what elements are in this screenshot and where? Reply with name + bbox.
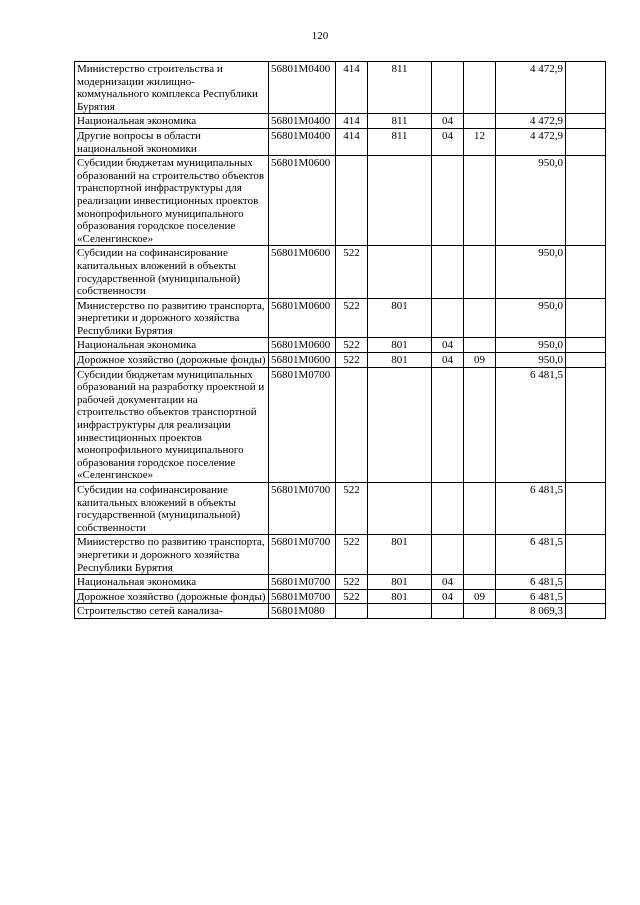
amount: 4 472,9 <box>496 128 566 155</box>
table-row <box>75 156 606 246</box>
section-code <box>432 483 464 535</box>
item-name: Министерство по развитию транспорта, энергетики и дорожного хозяйства Республики Бурятия <box>75 535 269 575</box>
section-code <box>432 298 464 338</box>
ministry-code <box>368 483 432 535</box>
amount: 950,0 <box>496 246 566 298</box>
table-row <box>75 128 606 155</box>
extra-cell <box>566 535 606 575</box>
section-code <box>432 156 464 246</box>
table-row <box>75 535 606 575</box>
ministry-code: 801 <box>368 535 432 575</box>
extra-cell <box>566 114 606 129</box>
budget-table <box>74 61 606 619</box>
table-row <box>75 483 606 535</box>
extra-cell <box>566 604 606 619</box>
extra-cell <box>566 156 606 246</box>
amount: 950,0 <box>496 156 566 246</box>
table-row <box>75 604 606 619</box>
item-name: Субсидии бюджетам муниципальных образований на строительство объектов транспортной инфраструктуры для реализации инвестиционных проектов монопрофильного муниципального образования городское поселение «Селенгинское» <box>75 156 269 246</box>
ministry-code: 811 <box>368 114 432 129</box>
amount: 4 472,9 <box>496 62 566 114</box>
subsection-code: 12 <box>464 128 496 155</box>
amount: 6 481,5 <box>496 483 566 535</box>
expense-type: 522 <box>336 246 368 298</box>
target-code: 56801М0600 <box>269 298 336 338</box>
item-name: Министерство строительства и модернизации жилищно-коммунального комплекса Республики Бурятия <box>75 62 269 114</box>
ministry-code <box>368 156 432 246</box>
table-row <box>75 367 606 482</box>
amount: 6 481,5 <box>496 589 566 604</box>
amount: 950,0 <box>496 353 566 368</box>
ministry-code: 811 <box>368 128 432 155</box>
expense-type: 522 <box>336 535 368 575</box>
subsection-code <box>464 483 496 535</box>
expense-type: 522 <box>336 353 368 368</box>
section-code <box>432 246 464 298</box>
item-name: Субсидии бюджетам муниципальных образований на разработку проектной и рабочей документации на строительство объектов транспортной инфраструктуры для реализации инвестиционных проектов монопрофильного муниципального образования городское поселение «Селенгинское» <box>75 367 269 482</box>
expense-type <box>336 367 368 482</box>
subsection-code <box>464 298 496 338</box>
amount: 4 472,9 <box>496 114 566 129</box>
item-name: Министерство по развитию транспорта, энергетики и дорожного хозяйства Республики Бурятия <box>75 298 269 338</box>
ministry-code: 801 <box>368 589 432 604</box>
target-code: 56801М0400 <box>269 114 336 129</box>
expense-type <box>336 156 368 246</box>
expense-type: 522 <box>336 589 368 604</box>
amount: 950,0 <box>496 298 566 338</box>
item-name: Национальная экономика <box>75 338 269 353</box>
subsection-code <box>464 114 496 129</box>
subsection-code <box>464 338 496 353</box>
target-code: 56801М0600 <box>269 338 336 353</box>
item-name: Национальная экономика <box>75 575 269 590</box>
table-row <box>75 353 606 368</box>
item-name: Дорожное хозяйство (дорожные фонды) <box>75 589 269 604</box>
target-code: 56801М080 <box>269 604 336 619</box>
item-name: Другие вопросы в области национальной экономики <box>75 128 269 155</box>
target-code: 56801М0600 <box>269 353 336 368</box>
table-row <box>75 114 606 129</box>
target-code: 56801М0400 <box>269 128 336 155</box>
item-name: Дорожное хозяйство (дорожные фонды) <box>75 353 269 368</box>
amount: 6 481,5 <box>496 367 566 482</box>
subsection-code <box>464 62 496 114</box>
subsection-code <box>464 156 496 246</box>
item-name: Субсидии на софинансирование капитальных вложений в объекты государственной (муниципальной) собственности <box>75 246 269 298</box>
section-code: 04 <box>432 114 464 129</box>
subsection-code: 09 <box>464 589 496 604</box>
target-code: 56801М0400 <box>269 62 336 114</box>
extra-cell <box>566 367 606 482</box>
expense-type: 414 <box>336 62 368 114</box>
expense-type <box>336 604 368 619</box>
target-code: 56801М0700 <box>269 589 336 604</box>
extra-cell <box>566 128 606 155</box>
item-name: Национальная экономика <box>75 114 269 129</box>
target-code: 56801М0700 <box>269 367 336 482</box>
section-code <box>432 604 464 619</box>
ministry-code <box>368 246 432 298</box>
expense-type: 522 <box>336 298 368 338</box>
extra-cell <box>566 483 606 535</box>
table-row <box>75 246 606 298</box>
subsection-code <box>464 535 496 575</box>
amount: 6 481,5 <box>496 535 566 575</box>
extra-cell <box>566 246 606 298</box>
section-code <box>432 535 464 575</box>
extra-cell <box>566 353 606 368</box>
section-code <box>432 62 464 114</box>
subsection-code <box>464 246 496 298</box>
subsection-code: 09 <box>464 353 496 368</box>
extra-cell <box>566 62 606 114</box>
table-row <box>75 338 606 353</box>
extra-cell <box>566 338 606 353</box>
subsection-code <box>464 367 496 482</box>
section-code: 04 <box>432 575 464 590</box>
section-code: 04 <box>432 589 464 604</box>
table-row <box>75 575 606 590</box>
ministry-code <box>368 604 432 619</box>
expense-type: 414 <box>336 114 368 129</box>
ministry-code: 811 <box>368 62 432 114</box>
section-code: 04 <box>432 353 464 368</box>
amount: 6 481,5 <box>496 575 566 590</box>
expense-type: 522 <box>336 483 368 535</box>
item-name: Строительство сетей канализа- <box>75 604 269 619</box>
section-code <box>432 367 464 482</box>
amount: 8 069,3 <box>496 604 566 619</box>
expense-type: 522 <box>336 338 368 353</box>
extra-cell <box>566 298 606 338</box>
table-row <box>75 62 606 114</box>
expense-type: 414 <box>336 128 368 155</box>
section-code: 04 <box>432 338 464 353</box>
ministry-code <box>368 367 432 482</box>
table-row <box>75 298 606 338</box>
target-code: 56801М0700 <box>269 535 336 575</box>
target-code: 56801М0600 <box>269 246 336 298</box>
extra-cell <box>566 575 606 590</box>
target-code: 56801М0700 <box>269 483 336 535</box>
table-row <box>75 589 606 604</box>
target-code: 56801М0700 <box>269 575 336 590</box>
ministry-code: 801 <box>368 338 432 353</box>
subsection-code <box>464 604 496 619</box>
ministry-code: 801 <box>368 353 432 368</box>
expense-type: 522 <box>336 575 368 590</box>
section-code: 04 <box>432 128 464 155</box>
amount: 950,0 <box>496 338 566 353</box>
item-name: Субсидии на софинансирование капитальных вложений в объекты государственной (муниципальной) собственности <box>75 483 269 535</box>
ministry-code: 801 <box>368 575 432 590</box>
subsection-code <box>464 575 496 590</box>
page-number: 120 <box>311 30 329 42</box>
ministry-code: 801 <box>368 298 432 338</box>
target-code: 56801М0600 <box>269 156 336 246</box>
extra-cell <box>566 589 606 604</box>
